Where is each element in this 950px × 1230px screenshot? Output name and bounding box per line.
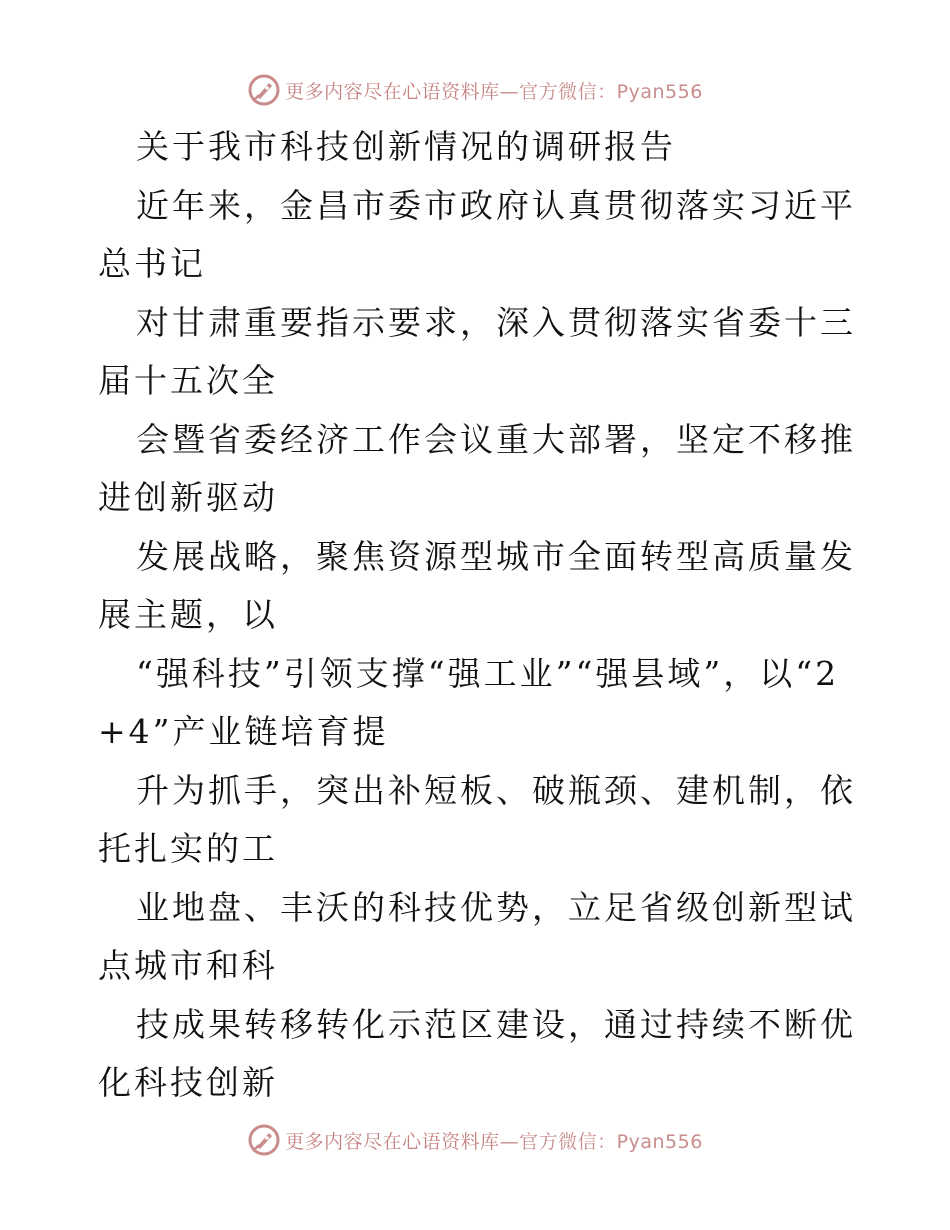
watermark-text: 更多内容尽在心语资料库—官方微信：Pyan556 xyxy=(285,1130,703,1153)
watermark-header xyxy=(0,70,950,110)
paragraph-line: 近年来，金昌市委市政府认真贯彻落实习近平总书记 xyxy=(98,185,856,283)
document-body xyxy=(98,118,858,1113)
document-title: 关于我市科技创新情况的调研报告 xyxy=(136,127,676,166)
watermark-text: 更多内容尽在心语资料库—官方微信：Pyan556 xyxy=(285,80,703,103)
paragraph-line: 技成果转移转化示范区建设，通过持续不断优化科技创新 xyxy=(98,1004,856,1102)
paragraph-line: 业地盘、丰沃的科技优势，立足省级创新型试点城市和科 xyxy=(98,887,856,985)
pen-nib-seal-icon xyxy=(247,1123,281,1157)
pen-nib-seal-icon xyxy=(247,73,281,107)
paragraph-line: 会暨省委经济工作会议重大部署，坚定不移推进创新驱动 xyxy=(98,419,856,517)
paragraph-line: 升为抓手，突出补短板、破瓶颈、建机制，依托扎实的工 xyxy=(98,770,856,868)
watermark-footer xyxy=(0,1120,950,1160)
paragraph-line: 发展战略，聚焦资源型城市全面转型高质量发展主题，以 xyxy=(98,536,856,634)
paragraph-line: 对甘肃重要指示要求，深入贯彻落实省委十三届十五次全 xyxy=(98,302,856,400)
paragraph-line: “强科技”引领支撑“强工业”“强县域”，以“2+4”产业链培育提 xyxy=(98,653,840,751)
